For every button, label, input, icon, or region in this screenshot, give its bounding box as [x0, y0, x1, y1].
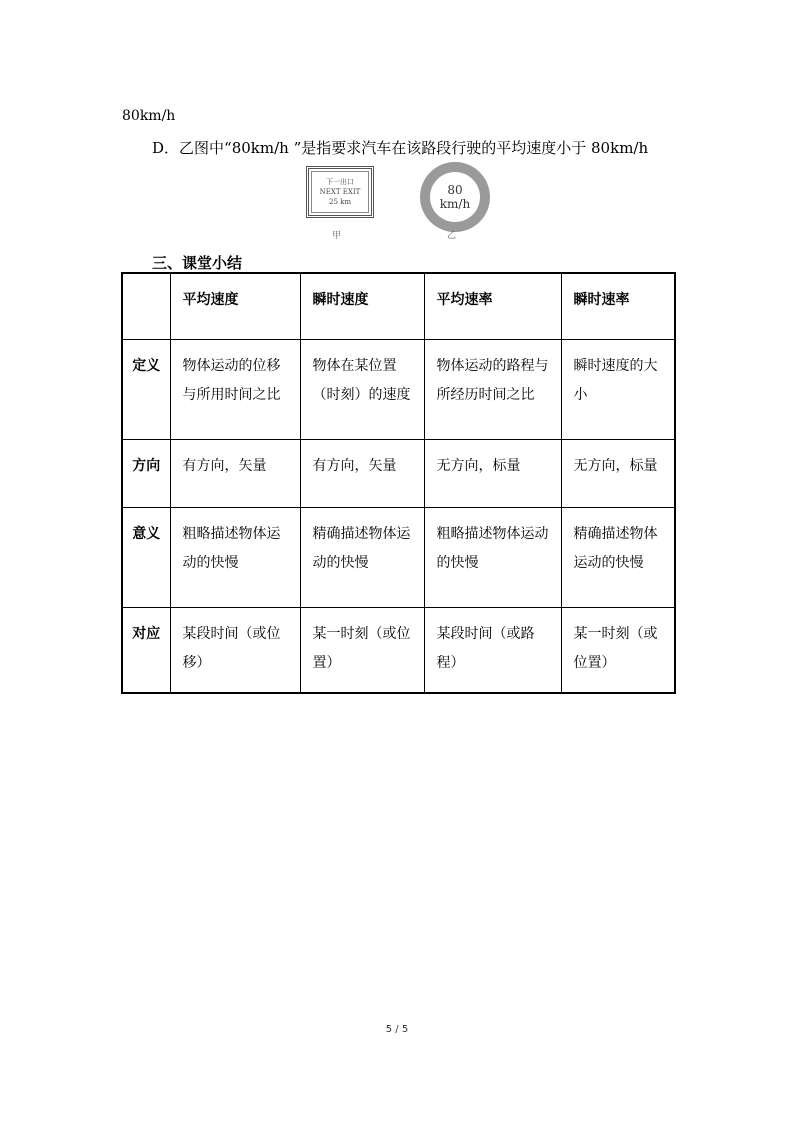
table-header-cell: 瞬时速率 [561, 273, 675, 339]
row-label: 对应 [122, 607, 170, 693]
table-cell: 某一时刻（或位置） [561, 607, 675, 693]
table-cell: 粗略描述物体运动的快慢 [170, 507, 300, 607]
table-header-cell [122, 273, 170, 339]
table-cell: 有方向，矢量 [170, 439, 300, 507]
table-cell: 瞬时速度的大小 [561, 339, 675, 439]
table-cell: 无方向，标量 [424, 439, 561, 507]
speed-limit-sign-image [420, 162, 490, 232]
table-row [122, 339, 675, 439]
speed-limit-value: 80 [447, 183, 463, 197]
table-row [122, 507, 675, 607]
table-cell: 无方向，标量 [561, 439, 675, 507]
exit-sign-line3: 25 km [328, 198, 351, 206]
row-label: 定义 [122, 339, 170, 439]
table-header-row [122, 273, 675, 339]
table-cell: 某段时间（或路程） [424, 607, 561, 693]
table-row [122, 439, 675, 507]
row-label: 方向 [122, 439, 170, 507]
continued-text: 80km/h [122, 108, 176, 124]
table-cell: 粗略描述物体运动的快慢 [424, 507, 561, 607]
table-cell: 物体运动的位移与所用时间之比 [170, 339, 300, 439]
table-cell: 精确描述物体运动的快慢 [300, 507, 424, 607]
table-header-cell: 瞬时速度 [300, 273, 424, 339]
row-label: 意义 [122, 507, 170, 607]
speed-limit-unit: km/h [439, 197, 471, 211]
table-header-cell: 平均速度 [170, 273, 300, 339]
caption-jia: 甲 [332, 231, 342, 241]
table-header-cell: 平均速率 [424, 273, 561, 339]
table-cell: 物体在某位置（时刻）的速度 [300, 339, 424, 439]
exit-sign-line1: 下一出口 [326, 178, 354, 186]
table-row [122, 607, 675, 693]
table-cell: 精确描述物体运动的快慢 [561, 507, 675, 607]
table-cell: 某一时刻（或位置） [300, 607, 424, 693]
page-number: 5 / 5 [385, 1024, 409, 1035]
table-cell: 物体运动的路程与所经历时间之比 [424, 339, 561, 439]
exit-sign-image [306, 166, 374, 218]
option-d: D．乙图中“80km/h ”是指要求汽车在该路段行驶的平均速度小于 80km/h [152, 139, 649, 157]
table-cell: 某段时间（或位移） [170, 607, 300, 693]
exit-sign-line2: NEXT EXIT [319, 188, 361, 196]
summary-table [121, 272, 676, 694]
caption-yi: 乙 [447, 231, 457, 241]
table-cell: 有方向，矢量 [300, 439, 424, 507]
section-title: 三、课堂小结 [152, 254, 243, 272]
